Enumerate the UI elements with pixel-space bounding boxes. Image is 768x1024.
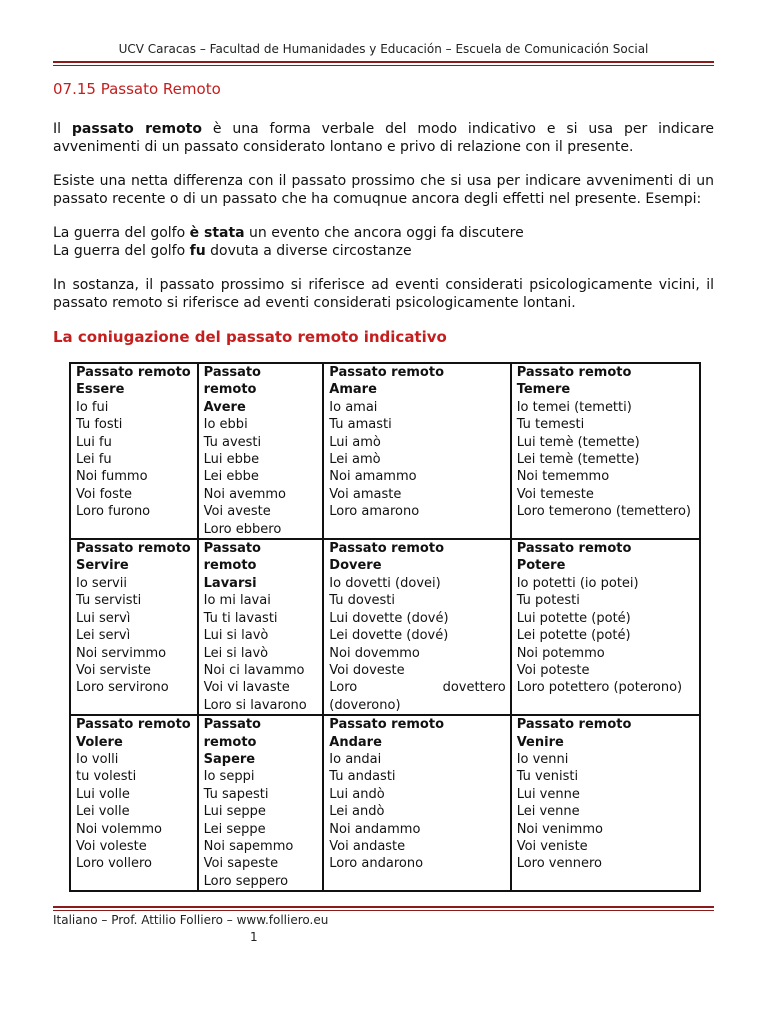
example-text: dovuta a diverse circostanze: [205, 243, 412, 259]
conjugated-form: Lui ebbe: [203, 452, 260, 468]
conjugated-form: Lui amò: [329, 434, 381, 450]
conjugation-cell: [323, 539, 510, 715]
cell-label: Passato remoto: [203, 365, 261, 398]
cell-label: Passato remoto: [329, 541, 445, 557]
conjugated-form: Loro vollero: [76, 856, 152, 872]
verb-name: Servire: [76, 558, 129, 574]
section-title: 07.15 Passato Remoto: [53, 80, 221, 98]
conjugation-cell: [198, 539, 324, 715]
intro-suffix: è una forma verbale del modo indicativo e si usa per indicare avvenimenti di un passato considerato lontano e privo di relazione con il presente.: [53, 121, 714, 155]
conjugated-form: Tu ti lavasti: [203, 610, 278, 626]
conjugated-form: Lui servì: [76, 610, 131, 626]
conjugated-form: Lei si lavò: [203, 645, 269, 661]
example-text: La guerra del golfo: [53, 243, 190, 259]
conjugated-form: Lei venne: [516, 804, 580, 820]
conjugated-form: Io temei (temetti): [516, 399, 632, 415]
conjugated-form: Noi venimmo: [516, 821, 603, 837]
table-row: [70, 363, 700, 539]
conjugated-form: Io andai: [329, 751, 382, 767]
conjugation-cell: [70, 715, 198, 891]
conjugated-form: Voi voleste: [76, 838, 147, 854]
conjugated-form: Voi poteste: [516, 662, 590, 678]
form-part: dovettero: [442, 680, 506, 696]
header-rule: [53, 61, 714, 63]
conjugation-cell: [511, 539, 700, 715]
verb-name: Sapere: [203, 751, 256, 767]
conjugation-cell: [323, 363, 510, 539]
conjugated-form: Lui andò: [329, 786, 385, 802]
conjugated-form: Loro amarono: [329, 504, 420, 520]
conjugated-form: Loro servirono: [76, 680, 169, 696]
example-bold: è stata: [189, 225, 245, 241]
conjugated-form: Noi sapemmo: [203, 838, 294, 854]
header-rule-thin: [53, 65, 714, 66]
document-body: [53, 80, 714, 892]
example-bold: fu: [189, 243, 206, 259]
conjugated-form: Lui venne: [516, 786, 580, 802]
conjugated-form: Tu avesti: [203, 434, 262, 450]
page-header: UCV Caracas – Facultad de Humanidades y Educación – Escuela de Comunicación Social: [118, 42, 649, 56]
cell-label: Passato remoto: [329, 717, 445, 733]
conjugated-form: Io amai: [329, 399, 378, 415]
conjugation-cell: [70, 539, 198, 715]
conjugated-form: Noi tememmo: [516, 469, 610, 485]
conjugation-cell: [198, 715, 324, 891]
conjugated-form: Lei andò: [329, 804, 385, 820]
conjugated-form: Noi servimmo: [76, 645, 167, 661]
conjugated-form: Tu potesti: [516, 593, 580, 609]
conjugated-form: Noi avemmo: [203, 486, 287, 502]
verb-name: Andare: [329, 734, 382, 750]
conjugation-cell: [198, 363, 324, 539]
conjugation-cell: [323, 715, 510, 891]
footer-rule: [53, 906, 714, 908]
conjugated-form: Lui dovette (dové): [329, 610, 449, 626]
verb-name: Lavarsi: [203, 575, 257, 591]
conjugated-form: Voi aveste: [203, 504, 271, 520]
conjugated-form: Io fui: [76, 399, 109, 415]
conjugated-form: Voi andaste: [329, 838, 406, 854]
cell-label: Passato remoto: [329, 365, 445, 380]
examples: [53, 224, 714, 260]
conjugated-form: Io volli: [76, 751, 119, 767]
conjugated-form: Lei seppe: [203, 821, 266, 837]
summary-paragraph: In sostanza, il passato prossimo si riferisce ad eventi considerati psicologicamente vicini, il passato remoto si riferisce ad eventi considerati psicologicamente lontani.: [53, 277, 714, 311]
verb-name: Dovere: [329, 558, 382, 574]
verb-name: Volere: [76, 734, 123, 750]
example-text: La guerra del golfo: [53, 225, 190, 241]
conjugated-form: Voi doveste: [329, 662, 405, 678]
conjugated-form: Tu dovesti: [329, 593, 395, 609]
conjugated-form: Io servii: [76, 575, 127, 591]
table-row: [70, 539, 700, 715]
conjugated-form: Io venni: [516, 751, 569, 767]
cell-label: Passato remoto: [516, 365, 632, 380]
conjugated-form: Voi foste: [76, 486, 132, 502]
intro-bold-term: passato remoto: [71, 121, 202, 137]
conjugated-form: Lui volle: [76, 786, 130, 802]
conjugated-form: Loro si lavarono: [203, 697, 307, 713]
conjugated-form: Noi ci lavammo: [203, 662, 305, 678]
verb-name: Potere: [516, 558, 566, 574]
conjugated-form: Io potetti (io potei): [516, 575, 639, 591]
example-text: un evento che ancora oggi fa discutere: [244, 225, 524, 241]
conjugation-cell: [511, 715, 700, 891]
conjugated-form: Voi serviste: [76, 662, 151, 678]
intro-paragraph: [53, 120, 714, 156]
conjugated-form: Tu amasti: [329, 417, 392, 433]
conjugated-form: Noi potemmo: [516, 645, 605, 661]
conjugated-form: Io ebbi: [203, 417, 248, 433]
conjugated-form: Lui seppe: [203, 804, 266, 820]
conjugated-form: Io dovetti (dovei): [329, 575, 441, 591]
conjugated-form: Noi volemmo: [76, 821, 162, 837]
footer-text: Italiano – Prof. Attilio Folliero – www.folliero.eu: [53, 913, 329, 927]
verb-name: Avere: [203, 399, 246, 415]
conjugated-form: Loro seppero: [203, 873, 289, 889]
verb-name: Venire: [516, 734, 564, 750]
example-line: [53, 242, 714, 260]
conjugated-form: Lei temè (temette): [516, 452, 640, 468]
verb-name: Temere: [516, 382, 571, 398]
cell-label: Passato remoto: [516, 541, 632, 557]
conjugated-form: tu volesti: [76, 769, 137, 785]
conjugated-form: Tu temesti: [516, 417, 585, 433]
conjugated-form: Io mi lavai: [203, 593, 271, 609]
cell-label: Passato remoto: [516, 717, 632, 733]
form-part: Loro: [329, 680, 358, 696]
conjugated-form: [329, 679, 505, 696]
conjugated-form: Voi vi lavaste: [203, 680, 290, 696]
cell-label: Passato remoto: [76, 365, 191, 380]
conjugated-form: Loro vennero: [516, 856, 602, 872]
conjugated-form: Lui potette (poté): [516, 610, 631, 626]
conjugated-form: Lui si lavò: [203, 628, 269, 644]
verb-name: Amare: [329, 382, 377, 398]
conjugation-cell: [70, 363, 198, 539]
footer-rule-thin: [53, 910, 714, 911]
conjugated-form: Lui fu: [76, 434, 112, 450]
example-line: [53, 224, 714, 242]
conjugated-form: Voi veniste: [516, 838, 588, 854]
conjugated-form: Voi sapeste: [203, 856, 279, 872]
conjugated-form: Lei ebbe: [203, 469, 259, 485]
conjugated-form: Io seppi: [203, 769, 255, 785]
conjugation-cell: [511, 363, 700, 539]
conjugated-form: Lei fu: [76, 452, 112, 468]
conjugated-form: Tu sapesti: [203, 786, 269, 802]
conjugated-form: Loro ebbero: [203, 521, 282, 537]
cell-label: Passato remoto: [203, 717, 261, 750]
intro-prefix: Il: [53, 121, 72, 137]
cell-label: Passato remoto: [203, 541, 261, 574]
verb-name: Essere: [76, 382, 125, 398]
conjugated-form: Lui temè (temette): [516, 434, 640, 450]
conjugated-form: Lei dovette (dové): [329, 628, 449, 644]
conjugated-form: Loro andarono: [329, 856, 424, 872]
difference-paragraph: Esiste una netta differenza con il passato prossimo che si usa per indicare avvenimenti di un passato recente o di un passato che ha comuqnue ancora degli effetti nel presente. Esempi:: [53, 173, 714, 207]
page-number: 1: [250, 930, 258, 944]
conjugated-form: Noi dovemmo: [329, 645, 420, 661]
conjugated-form: (doverono): [329, 697, 401, 713]
conjugated-form: Voi temeste: [516, 486, 594, 502]
conjugated-form: Tu fosti: [76, 417, 123, 433]
conjugated-form: Noi andammo: [329, 821, 421, 837]
conjugated-form: Lei servì: [76, 628, 131, 644]
conjugated-form: Noi fummo: [76, 469, 148, 485]
conjugated-form: Lei potette (poté): [516, 628, 631, 644]
conjugated-form: Tu venisti: [516, 769, 579, 785]
table-title: La coniugazione del passato remoto indicativo: [53, 328, 447, 346]
cell-label: Passato remoto: [76, 541, 191, 557]
conjugated-form: Loro furono: [76, 504, 151, 520]
conjugated-form: Loro temerono (temettero): [516, 504, 692, 520]
table-row: [70, 715, 700, 891]
conjugated-form: Lei volle: [76, 804, 130, 820]
conjugation-table: [69, 362, 701, 892]
conjugated-form: Noi amammo: [329, 469, 417, 485]
conjugated-form: Tu servisti: [76, 593, 142, 609]
conjugated-form: Loro potettero (poterono): [516, 680, 683, 696]
conjugated-form: Tu andasti: [329, 769, 396, 785]
cell-label: Passato remoto: [76, 717, 191, 733]
conjugated-form: Voi amaste: [329, 486, 402, 502]
conjugated-form: Lei amò: [329, 452, 381, 468]
